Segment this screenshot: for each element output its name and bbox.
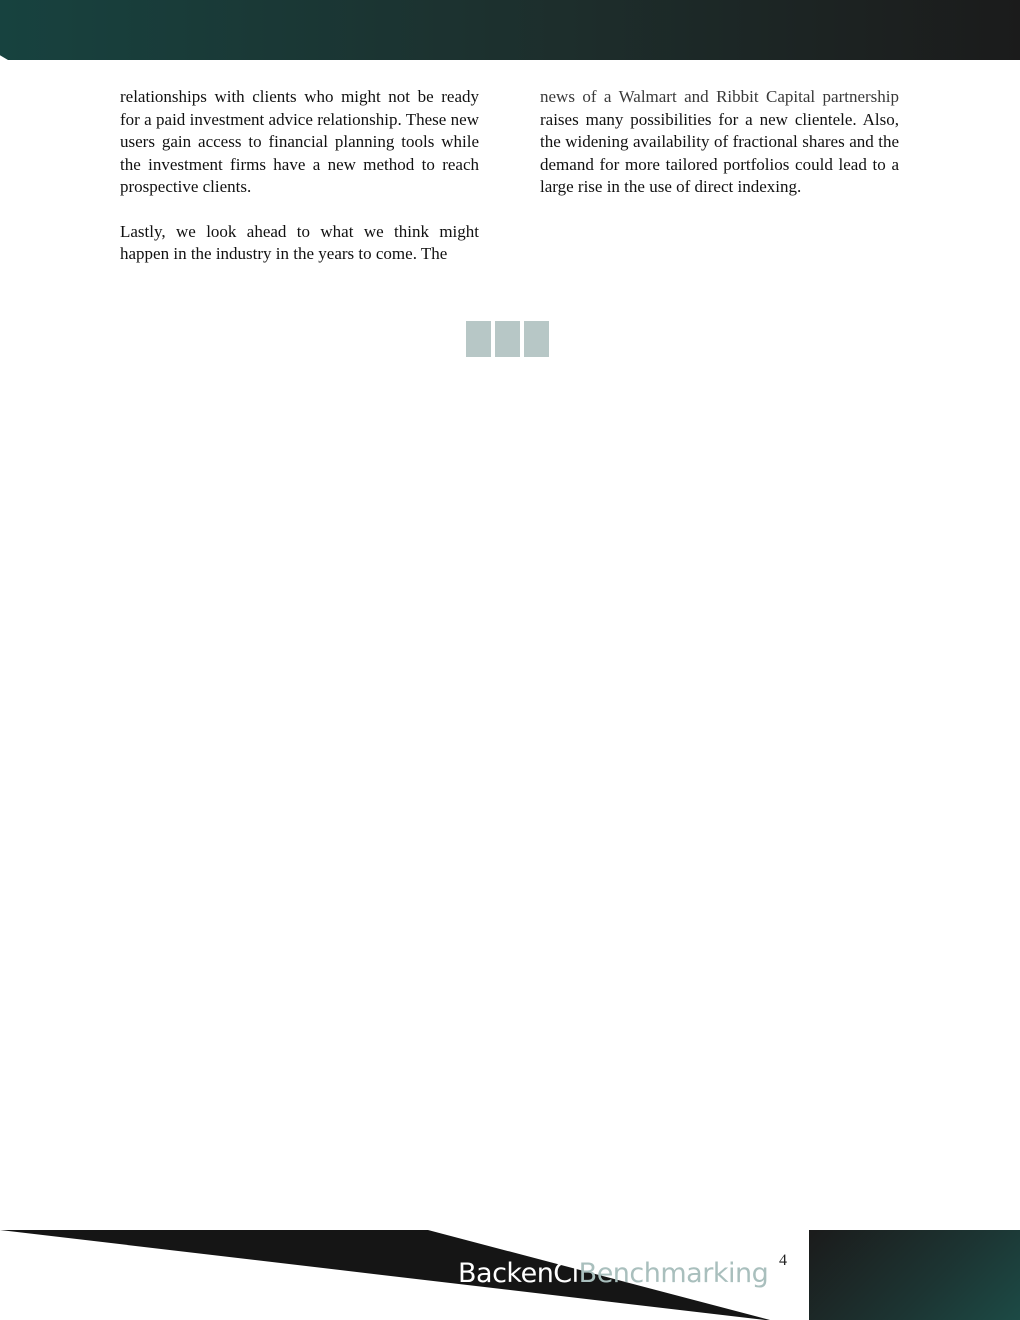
right-paragraph-rest: raises many possibilities for a new clientele. Also, the widening availability of fractional shares and the demand for more tailored portfolios could lead to a large rise in the use of direct indexing. bbox=[540, 109, 899, 196]
left-paragraph-1: relationships with clients who might not be ready for a paid investment advice relationship. These new users gain access to financial planning tools while the investment firms have a new method to reach prospective clients. bbox=[120, 87, 479, 196]
right-column bbox=[540, 86, 899, 221]
left-column bbox=[120, 86, 479, 288]
section-divider-blocks bbox=[466, 321, 550, 357]
right-paragraph-lead: news of a Walmart and Ribbit Capital partnership bbox=[540, 87, 899, 106]
logo-text-backend: BackenCl bbox=[458, 1258, 579, 1289]
backend-benchmarking-logo bbox=[458, 1258, 768, 1289]
page-number: 4 bbox=[779, 1252, 787, 1269]
header-band bbox=[0, 0, 1020, 60]
divider-block bbox=[466, 321, 491, 357]
left-paragraph-2: Lastly, we look ahead to what we think might happen in the industry in the years to come. The bbox=[120, 221, 479, 263]
logo-text-benchmarking: Benchmarking bbox=[578, 1258, 769, 1289]
right-paragraph-1 bbox=[540, 86, 899, 199]
footer-corner-block bbox=[809, 1230, 1020, 1320]
divider-block bbox=[495, 321, 520, 357]
divider-block bbox=[524, 321, 549, 357]
